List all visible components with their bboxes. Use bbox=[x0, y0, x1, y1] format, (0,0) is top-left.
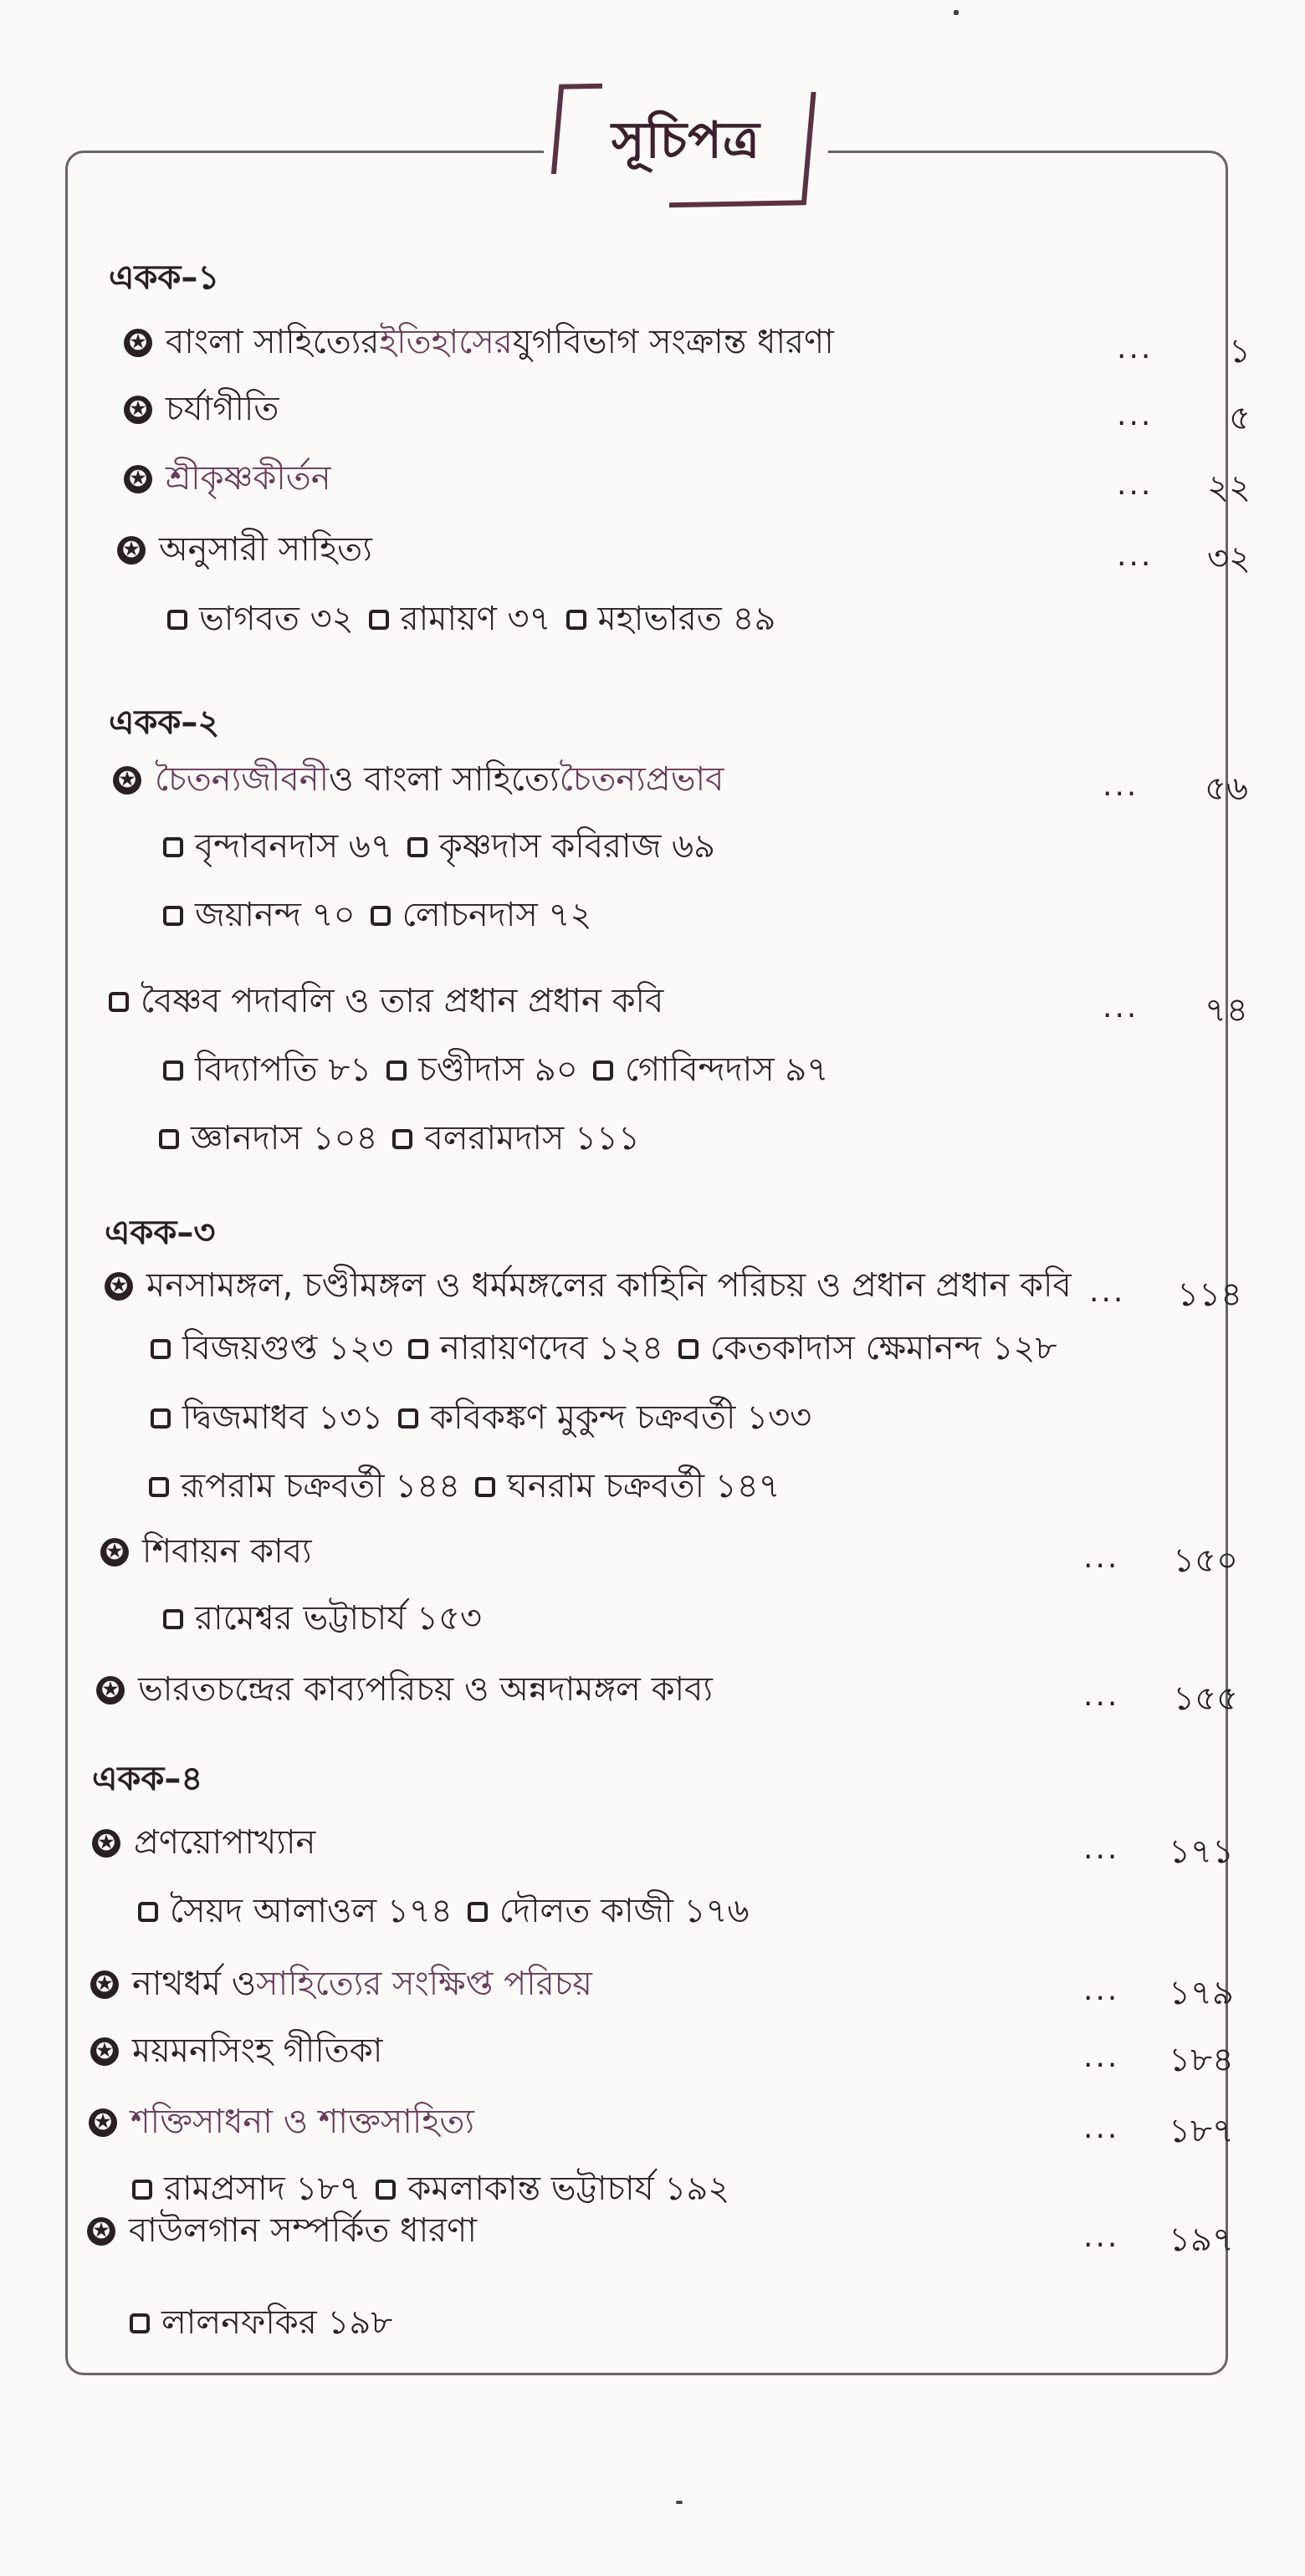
star-bullet-icon: ✪ bbox=[124, 396, 152, 424]
toc-entry[interactable] bbox=[90, 1961, 592, 2008]
entry-text: মনসামঙ্গল, চণ্ডীমঙ্গল ও ধর্মমঙ্গলের কাহিনি পরিচয় ও প্রধান প্রধান কবি bbox=[146, 1265, 1072, 1305]
sub-entry-row bbox=[163, 1596, 497, 1643]
sub-entry-row bbox=[138, 1889, 765, 1935]
checkbox-bullet-icon bbox=[163, 837, 183, 857]
entry-text: যুগবিভাগ সংক্রান্ত ধারণা bbox=[512, 322, 834, 361]
star-bullet-icon: ✪ bbox=[92, 1829, 120, 1858]
paper-speck bbox=[676, 2501, 683, 2504]
toc-entry[interactable] bbox=[109, 979, 663, 1025]
checkbox-bullet-icon bbox=[159, 1129, 179, 1149]
sub-entry[interactable] bbox=[163, 1592, 482, 1648]
checkbox-bullet-icon bbox=[151, 1339, 171, 1359]
unit-heading: একক–৪ bbox=[92, 1760, 203, 1798]
entry-text: সাহিত্যের সংক্ষিপ্ত পরিচয় bbox=[256, 1964, 592, 2003]
sub-entry-label: গোবিন্দদাস ৯৭ bbox=[624, 1050, 829, 1089]
sub-entry[interactable] bbox=[369, 592, 551, 648]
sub-entry-label: লোচনদাস ৭২ bbox=[402, 895, 592, 934]
sub-entry[interactable] bbox=[475, 1459, 780, 1515]
page-number: ১১৪ bbox=[1177, 1275, 1242, 1314]
entry-text: ময়মনসিংহ গীতিকা bbox=[132, 2031, 383, 2070]
sub-entry-label: বলরামদাস ১১১ bbox=[424, 1118, 640, 1158]
sub-entry-label: দৌলত কাজী ১৭৬ bbox=[499, 1891, 750, 1930]
entry-text: ভারতচন্দ্রের কাব্যপরিচয় ও অন্নদামঙ্গল কাব্য bbox=[138, 1669, 714, 1709]
checkbox-bullet-icon bbox=[566, 610, 586, 630]
leader-dots: ... bbox=[1089, 1275, 1126, 1309]
leader-dots: ... bbox=[1083, 2111, 1120, 2145]
sub-entry[interactable] bbox=[376, 2162, 729, 2218]
checkbox-bullet-icon bbox=[475, 1477, 495, 1497]
page-number: ৫৬ bbox=[1205, 769, 1248, 808]
paper-speck bbox=[954, 10, 959, 15]
sub-entry[interactable] bbox=[159, 1112, 377, 1168]
entry-text: শিবায়ন কাব্য bbox=[142, 1531, 312, 1571]
sub-entry-label: ভাগবত ৩২ bbox=[199, 599, 354, 638]
page-number: ৫ bbox=[1229, 399, 1251, 437]
star-bullet-icon: ✪ bbox=[124, 329, 152, 357]
sub-entry-label: কবিকঙ্কণ মুকুন্দ চক্রবর্তী ১৩৩ bbox=[430, 1398, 812, 1437]
sub-entry[interactable] bbox=[163, 820, 392, 876]
leader-dots: ... bbox=[1117, 331, 1154, 365]
sub-entry-row bbox=[167, 596, 791, 643]
checkbox-bullet-icon bbox=[130, 2313, 150, 2333]
star-bullet-icon: ✪ bbox=[87, 2217, 115, 2246]
sub-entry[interactable] bbox=[138, 1884, 453, 1940]
leader-dots: ... bbox=[1117, 398, 1154, 432]
checkbox-bullet-icon bbox=[678, 1339, 699, 1359]
sub-entry-label: চণ্ডীদাস ৯০ bbox=[418, 1050, 578, 1089]
checkbox-bullet-icon bbox=[163, 1609, 183, 1629]
leader-dots: ... bbox=[1103, 769, 1139, 803]
star-bullet-icon: ✪ bbox=[124, 465, 152, 493]
page-number: ৭৪ bbox=[1205, 991, 1248, 1030]
sub-entry-label: রূপরাম চক্রবর্তী ১৪৪ bbox=[181, 1466, 461, 1505]
sub-entry[interactable] bbox=[407, 820, 715, 876]
sub-entry-row bbox=[132, 2166, 745, 2213]
leader-dots: ... bbox=[1103, 990, 1139, 1025]
entry-text: অনুসারী সাহিত্য bbox=[159, 529, 372, 569]
leader-dots: ... bbox=[1083, 1832, 1120, 1866]
sub-entry[interactable] bbox=[392, 1112, 640, 1168]
star-bullet-icon: ✪ bbox=[105, 1272, 133, 1301]
sub-entry-row bbox=[159, 1116, 655, 1163]
star-bullet-icon: ✪ bbox=[90, 2037, 119, 2066]
checkbox-bullet-icon bbox=[369, 610, 389, 630]
entry-text: ও বাংলা সাহিত্যে bbox=[329, 759, 560, 799]
sub-entry-label: রামায়ণ ৩৭ bbox=[400, 599, 551, 638]
sub-entry[interactable] bbox=[566, 592, 776, 648]
sub-entry[interactable] bbox=[386, 1043, 578, 1099]
checkbox-bullet-icon bbox=[468, 1902, 488, 1922]
sub-entry-row bbox=[130, 2300, 407, 2347]
sub-entry-label: বৃন্দাবনদাস ৬৭ bbox=[195, 826, 392, 866]
toc-entry[interactable] bbox=[96, 1667, 713, 1714]
sub-entry-label: দ্বিজমাধব ১৩১ bbox=[182, 1398, 384, 1437]
sub-entry-label: লালনফকির ১৯৮ bbox=[161, 2303, 393, 2342]
sub-entry[interactable] bbox=[149, 1459, 460, 1515]
page-number: ২২ bbox=[1206, 468, 1251, 507]
checkbox-bullet-icon bbox=[376, 2180, 396, 2200]
star-bullet-icon: ✪ bbox=[89, 2108, 117, 2137]
checkbox-bullet-icon bbox=[163, 906, 183, 926]
sub-entry-label: সৈয়দ আলাওল ১৭৪ bbox=[170, 1891, 453, 1930]
checkbox-bullet-icon bbox=[132, 2180, 152, 2200]
leader-dots: ... bbox=[1117, 539, 1154, 573]
checkbox-bullet-icon bbox=[408, 1339, 428, 1359]
checkbox-bullet-icon bbox=[593, 1061, 613, 1081]
entry-text: শক্তিসাধনা ও শাক্তসাহিত্য bbox=[130, 2102, 474, 2141]
sub-entry[interactable] bbox=[130, 2296, 392, 2352]
sub-entry[interactable] bbox=[371, 888, 592, 944]
entry-text: চৈতন্যজীবনী bbox=[155, 759, 330, 799]
page-number: ১৭৯ bbox=[1169, 1974, 1234, 2012]
sub-entry-label: কেতকাদাস ক্ষেমানন্দ ১২৮ bbox=[709, 1328, 1057, 1367]
leader-dots: ... bbox=[1083, 1541, 1120, 1575]
entry-text: বাউলগান সম্পর্কিত ধারণা bbox=[129, 2211, 477, 2250]
leader-dots: ... bbox=[1083, 1679, 1120, 1713]
toc-entry[interactable] bbox=[124, 386, 279, 433]
page-number: ১৮৭ bbox=[1169, 2112, 1234, 2150]
sub-entry-label: বিজয়গুপ্ত ১২৩ bbox=[182, 1328, 394, 1367]
leader-dots: ... bbox=[1117, 468, 1154, 502]
checkbox-bullet-icon bbox=[151, 1408, 171, 1429]
unit-heading: একক–২ bbox=[109, 703, 220, 742]
sub-entry[interactable] bbox=[163, 888, 356, 944]
toc-entry[interactable] bbox=[124, 319, 834, 366]
toc-entry[interactable] bbox=[89, 2099, 474, 2146]
sub-entry-row bbox=[163, 1047, 843, 1094]
page-number: ৩২ bbox=[1206, 539, 1251, 578]
leader-dots: ... bbox=[1083, 2040, 1120, 2074]
star-bullet-icon: ✪ bbox=[96, 1676, 125, 1705]
page-number: ১ bbox=[1229, 332, 1251, 371]
entry-text: চর্যাগীতি bbox=[166, 389, 279, 428]
toc-entry[interactable] bbox=[113, 757, 724, 804]
toc-entry[interactable] bbox=[92, 1820, 315, 1867]
page-number: ১৭১ bbox=[1169, 1832, 1234, 1871]
page-number: ১৯৭ bbox=[1169, 2221, 1234, 2259]
checkbox-bullet-icon bbox=[407, 837, 427, 857]
sub-entry-label: মহাভারত ৪৯ bbox=[597, 599, 776, 638]
sub-entry-row bbox=[151, 1395, 826, 1442]
sub-entry-label: রামপ্রসাদ ১৮৭ bbox=[164, 2169, 361, 2208]
leader-dots: ... bbox=[1083, 2220, 1120, 2254]
sub-entry-label: কমলাকান্ত ভট্টাচার্য ১৯২ bbox=[407, 2169, 730, 2208]
checkbox-bullet-icon bbox=[371, 906, 391, 926]
page-number: ১৮৪ bbox=[1169, 2041, 1234, 2079]
sub-entry-label: কৃষ্ণদাস কবিরাজ ৬৯ bbox=[438, 826, 716, 866]
sub-entry-row bbox=[163, 892, 607, 939]
sub-entry[interactable] bbox=[398, 1391, 811, 1447]
page-title: সূচিপত্র bbox=[612, 111, 760, 170]
entry-text: চৈতন্যপ্রভাব bbox=[559, 759, 724, 799]
checkbox-bullet-icon bbox=[163, 1061, 183, 1081]
entry-text: প্রণয়োপাখ্যান bbox=[134, 1822, 316, 1862]
entry-text: বাংলা সাহিত্যের bbox=[166, 322, 380, 361]
sub-entry[interactable] bbox=[132, 2162, 361, 2218]
sub-entry[interactable] bbox=[468, 1884, 750, 1940]
checkbox-bullet-icon bbox=[392, 1129, 412, 1149]
sub-entry[interactable] bbox=[678, 1321, 1057, 1377]
sub-entry-row bbox=[149, 1464, 796, 1510]
checkbox-bullet-icon bbox=[149, 1477, 169, 1497]
checkbox-bullet-icon bbox=[138, 1902, 158, 1922]
star-bullet-icon: ✪ bbox=[117, 536, 146, 565]
entry-text: শ্রীকৃষ্ণকীর্তন bbox=[166, 458, 331, 498]
sub-entry-label: ঘনরাম চক্রবর্তী ১৪৭ bbox=[507, 1466, 780, 1505]
sub-entry[interactable] bbox=[151, 1391, 383, 1447]
checkbox-bullet-icon bbox=[109, 992, 129, 1012]
toc-entry[interactable] bbox=[105, 1263, 1072, 1310]
unit-heading: একক–৩ bbox=[105, 1214, 216, 1252]
sub-entry-label: বিদ্যাপতি ৮১ bbox=[195, 1050, 372, 1089]
sub-entry-label: রামেশ্বর ভট্টাচার্য ১৫৩ bbox=[195, 1598, 482, 1638]
entry-text: ইতিহাসের bbox=[379, 322, 513, 361]
page-number: ১৫৫ bbox=[1173, 1679, 1238, 1718]
entry-text: নাথধর্ম ও bbox=[132, 1964, 257, 2003]
star-bullet-icon: ✪ bbox=[113, 766, 141, 795]
sub-entry-label: জয়ানন্দ ৭০ bbox=[195, 895, 356, 934]
star-bullet-icon: ✪ bbox=[90, 1970, 119, 1999]
toc-entry[interactable] bbox=[117, 527, 372, 574]
star-bullet-icon: ✪ bbox=[100, 1538, 129, 1567]
sub-entry-row bbox=[163, 824, 730, 871]
toc-entry[interactable] bbox=[100, 1529, 312, 1576]
sub-entry[interactable] bbox=[151, 1321, 393, 1377]
sub-entry[interactable] bbox=[408, 1321, 663, 1377]
sub-entry[interactable] bbox=[593, 1043, 829, 1099]
toc-entry[interactable] bbox=[124, 456, 331, 503]
sub-entry-row bbox=[151, 1326, 1072, 1372]
sub-entry[interactable] bbox=[167, 592, 354, 648]
sub-entry-label: জ্ঞানদাস ১০৪ bbox=[191, 1118, 378, 1158]
unit-heading: একক–১ bbox=[109, 258, 220, 297]
entry-text: বৈষ্ণব পদাবলি ও তার প্রধান প্রধান কবি bbox=[141, 981, 664, 1020]
toc-entry[interactable] bbox=[90, 2028, 382, 2075]
page-number: ১৫০ bbox=[1173, 1541, 1238, 1580]
leader-dots: ... bbox=[1083, 1973, 1120, 2007]
checkbox-bullet-icon bbox=[386, 1061, 407, 1081]
sub-entry-label: নারায়ণদেব ১২৪ bbox=[440, 1328, 663, 1367]
checkbox-bullet-icon bbox=[167, 610, 187, 630]
checkbox-bullet-icon bbox=[398, 1408, 418, 1429]
sub-entry[interactable] bbox=[163, 1043, 371, 1099]
